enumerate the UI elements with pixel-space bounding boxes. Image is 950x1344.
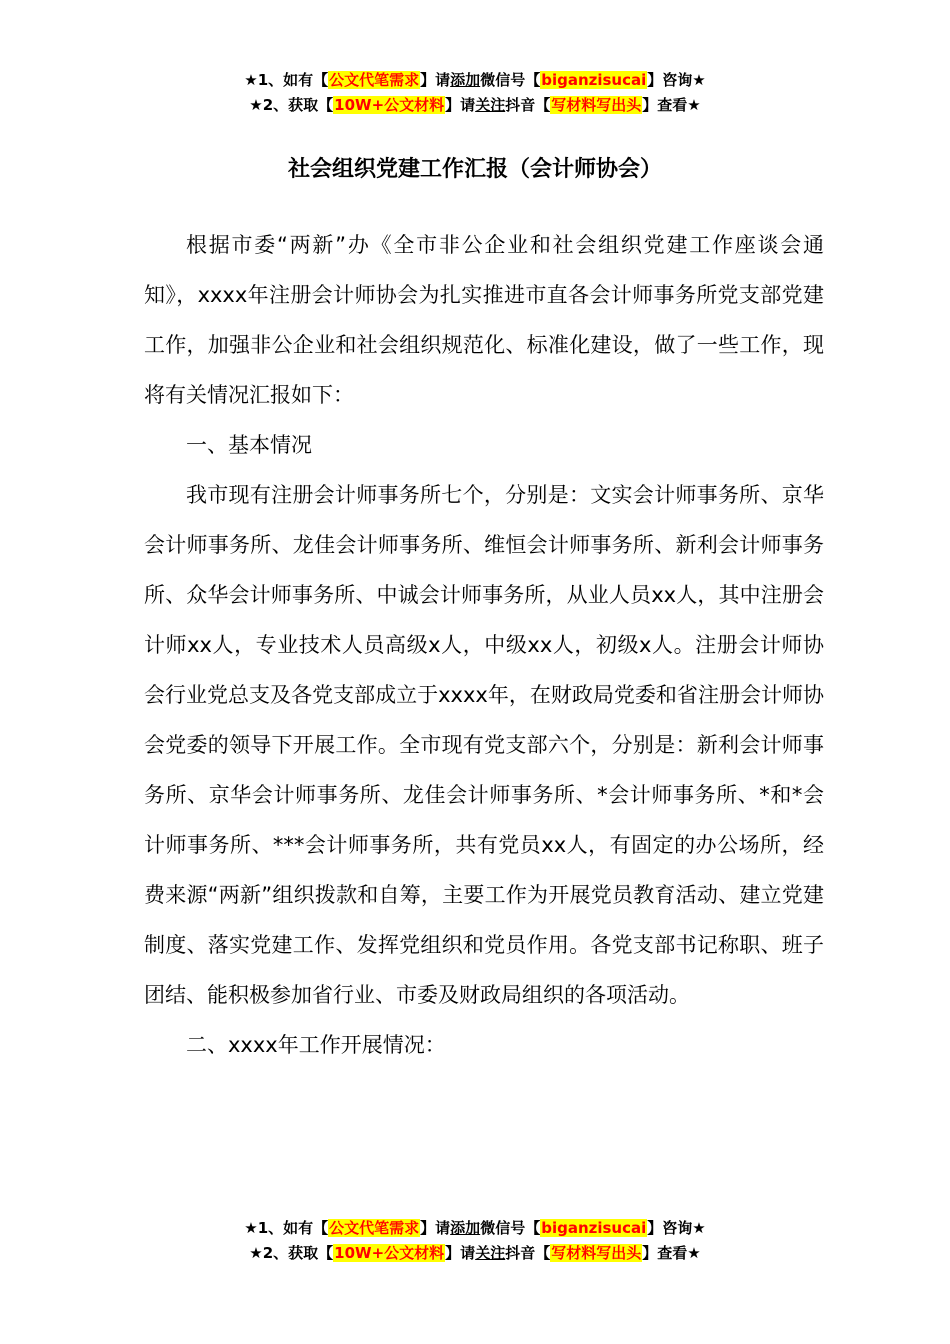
- banner-line-2: ★2、获取【10W+公文材料】请关注抖音【写材料写出头】查看★: [249, 1244, 701, 1262]
- star-icon: ★: [692, 1219, 706, 1237]
- header-banner: [0, 68, 950, 118]
- highlight-materials: 10W+公文材料: [334, 96, 445, 114]
- banner-line-1: ★1、如有【公文代笔需求】请添加微信号【biganzisucai】咨询★: [244, 1219, 706, 1237]
- highlight-writing-service: 公文代笔需求: [329, 71, 420, 89]
- star-icon: ★: [692, 71, 706, 89]
- highlight-writing-service: 公文代笔需求: [329, 1219, 420, 1237]
- paragraph-basic-situation: 我市现有注册会计师事务所七个，分别是：文实会计师事务所、京华会计师事务所、龙佳会计师事务所、维恒会计师事务所、新利会计师事务所、众华会计师事务所、中诚会计师事务所，从业人员xx人，其中注册会计师xx人，专业技术人员高级x人，中级xx人，初级x人。注册会计师协会行业党总支及各党支部成立于xxxx年，在财政局党委和省注册会计师协会党委的领导下开展工作。全市现有党支部六个，分别是：新利会计师事务所、京华会计师事务所、龙佳会计师事务所、*会计师事务所、*和*会计师事务所、***会计师事务所，共有党员xx人，有固定的办公场所，经费来源“两新”组织拨款和自筹，主要工作为开展党员教育活动、建立党建制度、落实党建工作、发挥党组织和党员作用。各党支部书记称职、班子团结、能积极参加省行业、市委及财政局组织的各项活动。: [144, 483, 824, 1007]
- star-icon: ★: [249, 1244, 263, 1262]
- footer-banner: [0, 1216, 950, 1266]
- banner-line-2: ★2、获取【10W+公文材料】请关注抖音【写材料写出头】查看★: [249, 96, 701, 114]
- document-title: 社会组织党建工作汇报（会计师协会）: [287, 157, 662, 182]
- highlight-douyin-account: 写材料写出头: [551, 96, 642, 114]
- section-heading-basic-situation: 一、基本情况: [186, 433, 312, 457]
- paragraph-intro: 根据市委“两新”办《全市非公企业和社会组织党建工作座谈会通知》，xxxx年注册会计师协会为扎实推进市直各会计师事务所党支部党建工作，加强非公企业和社会组织规范化、标准化建设，做了一些工作，现将有关情况汇报如下：: [144, 233, 824, 407]
- banner-line-1: ★1、如有【公文代笔需求】请添加微信号【biganzisucai】咨询★: [244, 71, 706, 89]
- star-icon: ★: [687, 1244, 701, 1262]
- highlight-materials: 10W+公文材料: [334, 1244, 445, 1262]
- highlight-wechat-id: biganzisucai: [541, 71, 647, 89]
- highlight-wechat-id: biganzisucai: [541, 1219, 647, 1237]
- document-body: [144, 220, 824, 1070]
- highlight-douyin-account: 写材料写出头: [551, 1244, 642, 1262]
- star-icon: ★: [687, 96, 701, 114]
- star-icon: ★: [249, 96, 263, 114]
- star-icon: ★: [244, 1219, 258, 1237]
- star-icon: ★: [244, 71, 258, 89]
- section-heading-work-progress: 二、xxxx年工作开展情况：: [186, 1033, 446, 1057]
